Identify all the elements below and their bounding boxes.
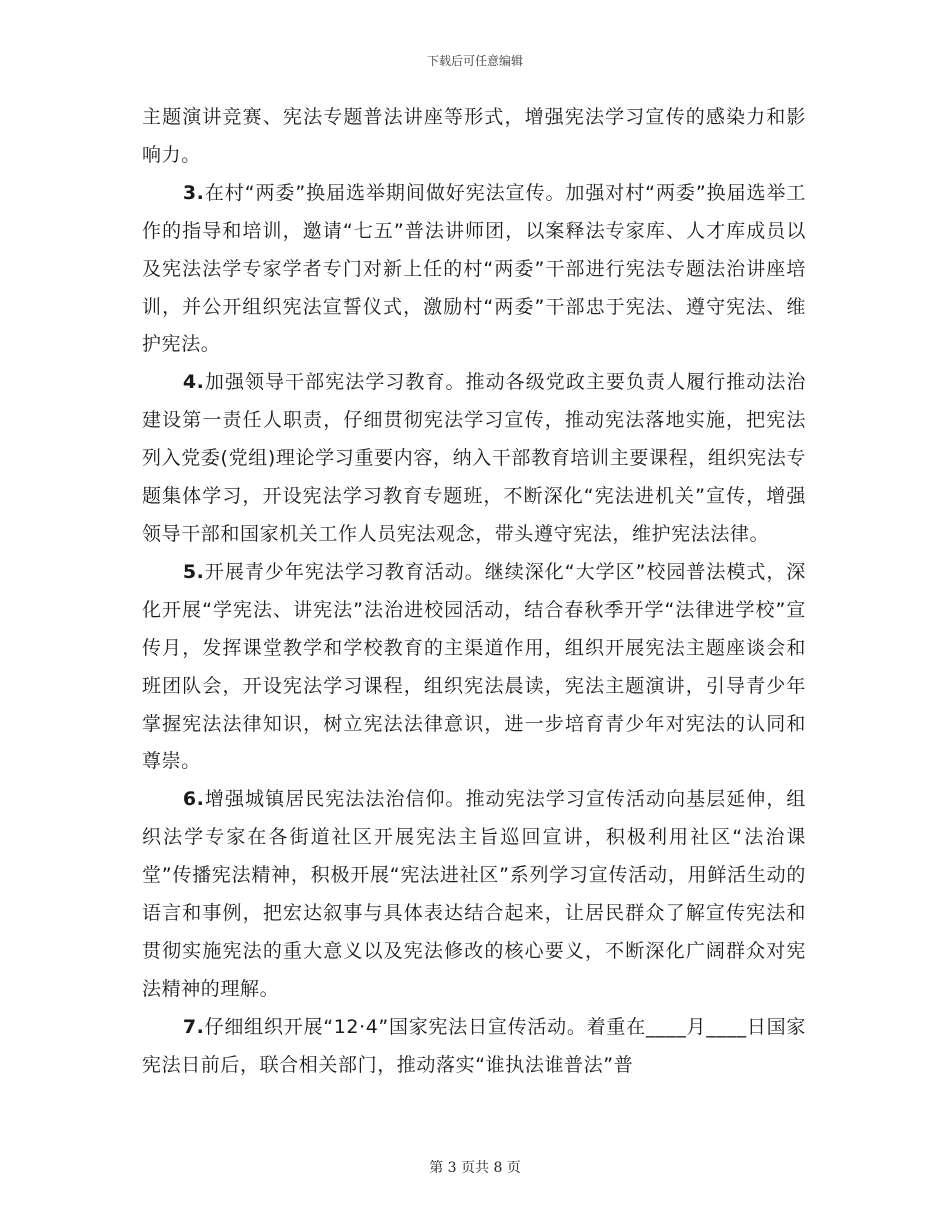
paragraph-item-4: [142, 364, 806, 554]
paragraph-text: 加强领导干部宪法学习教育。推动各级党政主要负责人履行推动法治建设第一责任人职责，仔细贯彻宪法学习宣传，推动宪法落地实施，把宪法列入党委(党组)理论学习重要内容，纳入干部教育培训主要课程，组织宪法专题集体学习，开设宪法学习教育专题班，不断深化“宪法进机关”宣传，增强领导干部和国家机关工作人员宪法观念，带头遵守宪法，维护宪法法律。: [142, 371, 806, 545]
paragraph-text: 在村“两委”换届选举期间做好宪法宣传。加强对村“两委”换届选举工作的指导和培训，邀请“七五”普法讲师团，以案释法专家库、人才库成员以及宪法法学专家学者专门对新上任的村“两委”干部进行宪法专题法治讲座培训，并公开组织宪法宣誓仪式，激励村“两委”干部忠于宪法、遵守宪法、维护宪法。: [142, 181, 806, 356]
paragraph-continued: [142, 99, 806, 175]
document-body: [142, 99, 806, 1085]
item-number: 4.: [182, 371, 205, 394]
page-header: 下载后可任意编辑: [426, 54, 523, 68]
item-number: 3.: [182, 181, 205, 204]
paragraph-text: 仔细组织开展“12·4”国家宪法日宣传活动。着重在____月____日国家宪法日前后，联合相关部门，推动落实“谁执法谁普法”普: [142, 1015, 806, 1076]
item-number: 7.: [182, 1015, 205, 1038]
paragraph-text: 主题演讲竞赛、宪法专题普法讲座等形式，增强宪法学习宣传的感染力和影响力。: [142, 106, 806, 166]
item-number: 5.: [182, 560, 205, 583]
paragraph-text: 增强城镇居民宪法法治信仰。推动宪法学习宣传活动向基层延伸，组织法学专家在各街道社区开展宪法主旨巡回宣讲，积极利用社区“法治课堂”传播宪法精神，积极开展“宪法进社区”系列学习宣传活动，用鲜活生动的语言和事例，把宏达叙事与具体表达结合起来，让居民群众了解宣传宪法和贯彻实施宪法的重大意义以及宪法修改的核心要义，不断深化广阔群众对宪法精神的理解。: [142, 788, 806, 1000]
paragraph-text: 开展青少年宪法学习教育活动。继续深化“大学区”校园普法模式，深化开展“学宪法、讲宪法”法治进校园活动，结合春秋季开学“法律进学校”宣传月，发挥课堂教学和学校教育的主渠道作用，组织开展宪法主题座谈会和班团队会，开设宪法学习课程，组织宪法晨读，宪法主题演讲，引导青少年掌握宪法法律知识，树立宪法法律意识，进一步培育青少年对宪法的认同和尊崇。: [142, 560, 806, 773]
paragraph-item-5: [142, 554, 806, 781]
paragraph-item-3: [142, 175, 806, 365]
paragraph-item-6: [142, 781, 806, 1008]
paragraph-item-7: [142, 1009, 806, 1085]
page-number: 第 3 页共 8 页: [429, 1160, 521, 1176]
item-number: 6.: [182, 788, 205, 811]
